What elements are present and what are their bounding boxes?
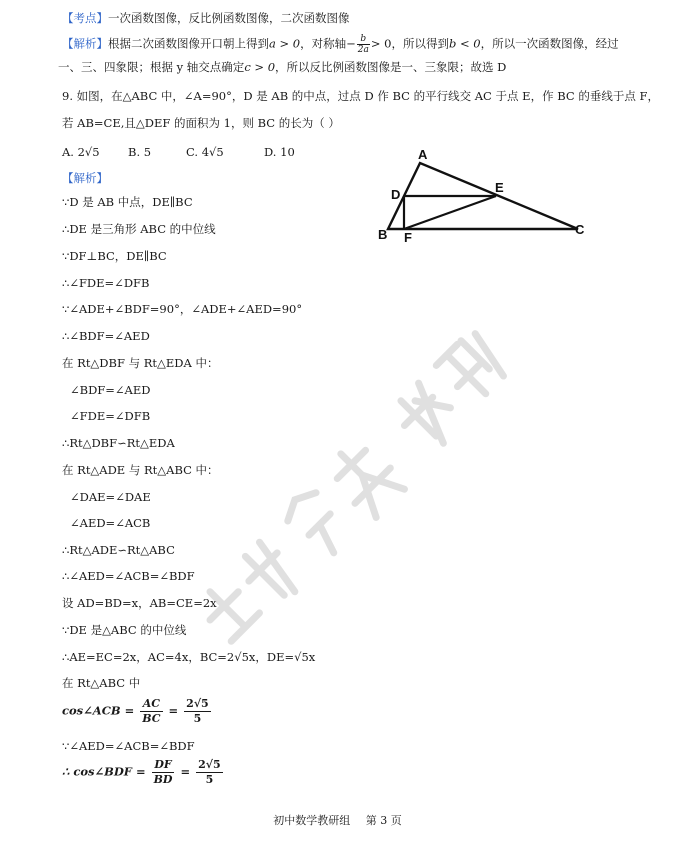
step-20: ∵∠AED=∠ACB=∠BDF <box>62 739 195 753</box>
segment-fe <box>404 196 496 229</box>
jiexi-math-c: c > 0 <box>244 60 276 74</box>
page-footer <box>0 812 675 828</box>
step-8: ∠BDF=∠AED <box>70 383 151 397</box>
option-c: C. 4√5 <box>186 145 224 159</box>
cos2-eq: = <box>180 764 191 779</box>
question-line-2: 若 AB=CE,且△DEF 的面积为 1，则 BC 的长为（ ） <box>62 116 340 130</box>
cos2-num: DF <box>152 758 175 773</box>
step-19: 在 Rt△ABC 中 <box>62 676 141 690</box>
cos1-num: AC <box>140 697 162 712</box>
cos1-eq: = <box>168 703 179 718</box>
solution-tag: 【解析】 <box>62 171 108 185</box>
jiexi-math-b: b < 0 <box>448 36 481 51</box>
cos-acb-equation <box>62 697 213 726</box>
jiexi-frac-den: 2a <box>357 45 369 55</box>
cos1-fraction <box>140 697 162 726</box>
step-11: 在 Rt△ADE 与 Rt△ABC 中： <box>62 463 219 477</box>
step-18: ∴AE=EC=2x，AC=4x，BC=2√5x，DE=√5x <box>62 650 316 664</box>
jiexi-math-a: a > 0 <box>269 36 301 51</box>
cos2-value <box>196 758 223 787</box>
step-14: ∴Rt△ADE∽Rt△ABC <box>62 543 175 557</box>
step-9: ∠FDE=∠DFB <box>70 409 151 423</box>
cos1-den: BC <box>142 712 161 725</box>
cos-bdf-equation <box>62 758 225 787</box>
step-1: ∵D 是 AB 中点，DE∥BC <box>62 195 193 209</box>
kaodian-text: 一次函数图像，反比例函数图像，二次函数图像 <box>108 11 350 25</box>
label-c: C <box>575 222 585 237</box>
cos2-left: ∴ cos∠BDF = <box>62 764 146 779</box>
jiexi-text-1: 根据二次函数图像开口朝上得到 <box>108 36 269 51</box>
step-13: ∠AED=∠ACB <box>70 516 151 530</box>
jiexi-line-1 <box>62 34 619 55</box>
option-a: A. 2√5 <box>62 145 100 159</box>
cos2-den: BD <box>153 773 173 786</box>
jiexi-text-4: ，所以一次函数图像，经过 <box>480 36 619 51</box>
option-d: D. 10 <box>264 145 295 159</box>
cos2-fraction <box>152 758 175 787</box>
step-4: ∴∠FDE=∠DFB <box>62 276 150 290</box>
jiexi-text-2: ，对称轴− <box>300 36 356 51</box>
jiexi-text-6: ，所以反比例函数图像是一、三象限；故选 D <box>275 60 507 74</box>
jiexi-fraction <box>357 34 370 55</box>
jiexi-frac-num: b <box>357 34 370 45</box>
cos2-val-den: 5 <box>205 773 214 786</box>
cos1-val-num: 2√5 <box>186 697 209 710</box>
step-2: ∴DE 是三角形 ABC 的中位线 <box>62 222 216 236</box>
question-line-1: 9. 如图，在△ABC 中，∠A=90°，D 是 AB 的中点，过点 D 作 BC 的平行线交 AC 于点 E，作 BC 的垂线于点 F， <box>62 89 659 103</box>
step-12: ∠DAE=∠DAE <box>70 490 151 504</box>
label-e: E <box>495 180 504 195</box>
kaodian-tag: 【考点】 <box>62 11 108 25</box>
step-6: ∴∠BDF=∠AED <box>62 329 150 343</box>
jiexi-text-5: 一、三、四象限；根据 y 轴交点确定 <box>58 60 245 74</box>
question-options <box>62 144 295 160</box>
cos2-val-num: 2√5 <box>198 758 221 771</box>
step-3: ∵DF⊥BC，DE∥BC <box>62 249 167 263</box>
step-10: ∴Rt△DBF∽Rt△EDA <box>62 436 175 450</box>
footer-page: 第 3 页 <box>365 814 402 827</box>
jiexi-text-3: > 0，所以得到 <box>370 36 449 51</box>
step-16: 设 AD=BD=x，AB=CE=2x <box>62 596 217 610</box>
step-5: ∵∠ADE+∠BDF=90°，∠ADE+∠AED=90° <box>62 302 303 316</box>
cos1-val-den: 5 <box>193 712 202 725</box>
footer-org: 初中数学教研组 <box>273 814 351 827</box>
kaodian-line <box>62 10 350 26</box>
step-17: ∵DE 是△ABC 的中位线 <box>62 623 187 637</box>
step-15: ∴∠AED=∠ACB=∠BDF <box>62 569 195 583</box>
triangle-figure <box>378 143 608 243</box>
cos1-left: cos∠ACB = <box>62 703 135 718</box>
label-f: F <box>404 230 412 243</box>
jiexi-tag-header: 【解析】 <box>62 36 108 51</box>
jiexi-line-2 <box>58 59 506 75</box>
label-d: D <box>391 187 401 202</box>
step-7: 在 Rt△DBF 与 Rt△EDA 中： <box>62 356 219 370</box>
cos1-value <box>184 697 211 726</box>
label-a: A <box>418 147 428 162</box>
option-b: B. 5 <box>128 145 152 159</box>
label-b: B <box>378 227 388 242</box>
